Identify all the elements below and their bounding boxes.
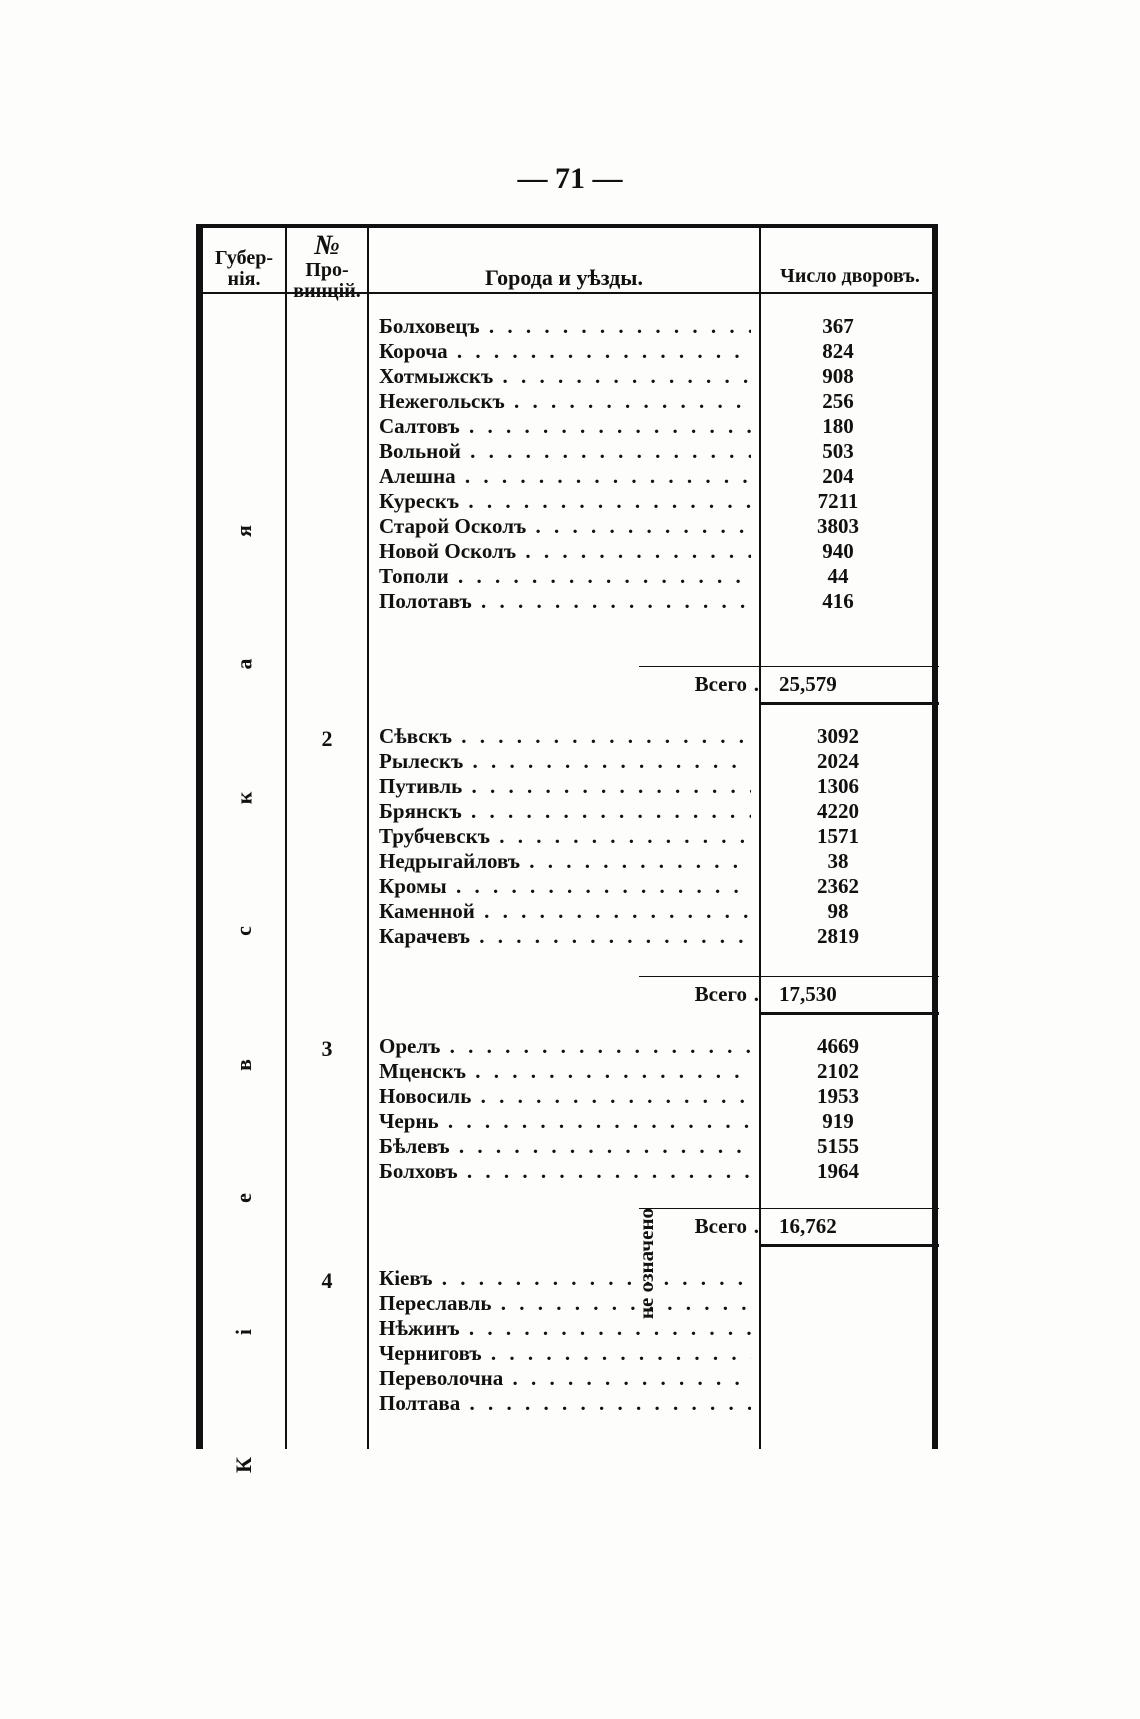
household-count: 180	[822, 414, 854, 438]
page-number: — 71 —	[517, 162, 623, 195]
city-name: Трубчевскъ . . .	[369, 824, 751, 849]
city-name: Чернь . . .	[369, 1109, 751, 1134]
household-count: 98	[827, 899, 849, 923]
header-count: Число дворовъ.	[780, 265, 920, 287]
group-total: Всего . 17,530	[369, 976, 939, 1014]
table-row	[369, 1034, 939, 1059]
table-row	[369, 824, 939, 849]
table-row	[369, 389, 939, 414]
city-name: Недрыгайловъ . . .	[369, 849, 751, 874]
household-count: 5155	[817, 1134, 859, 1158]
province-number: 4	[321, 1268, 333, 1293]
table-row	[369, 339, 939, 364]
gubernia-letter: а	[231, 658, 256, 670]
household-count: 1306	[817, 774, 859, 798]
province-group-2	[369, 724, 939, 949]
city-name: Новой Осколъ . . .	[369, 539, 751, 564]
gubernia-letter: к	[231, 791, 256, 805]
table-row	[369, 539, 939, 564]
header-divider	[203, 292, 932, 294]
table-row	[369, 1366, 939, 1391]
city-name: Новосиль . . .	[369, 1084, 751, 1109]
city-name: Сѣвскъ . . .	[369, 724, 751, 749]
city-name: Болховецъ . . .	[369, 314, 751, 339]
city-name: Кромы . . .	[369, 874, 751, 899]
column-divider	[285, 228, 287, 1449]
gubernia-letter: К	[230, 1456, 256, 1473]
city-name: Переславль . . .	[369, 1291, 751, 1316]
household-count: 3092	[817, 724, 859, 748]
total-label: Всего	[694, 982, 747, 1006]
group-total: Всего . 16,762	[369, 1208, 939, 1246]
table-row	[369, 1391, 939, 1416]
table-row	[369, 874, 939, 899]
table-row	[369, 564, 939, 589]
table-row	[369, 1084, 939, 1109]
province-group-1	[369, 314, 939, 614]
city-name: Салтовъ . . .	[369, 414, 751, 439]
household-count: 4669	[817, 1034, 859, 1058]
city-name: Полотавъ . . .	[369, 589, 751, 614]
table-row	[369, 724, 939, 749]
table-row	[369, 1059, 939, 1084]
table-row	[369, 774, 939, 799]
household-count: 44	[827, 564, 849, 588]
table-row	[369, 464, 939, 489]
household-count: 503	[822, 439, 854, 463]
header-cities: Города и уѣзды.	[485, 265, 643, 290]
gubernia-name	[203, 518, 285, 1478]
household-count: 3803	[817, 514, 859, 538]
household-count: 1953	[817, 1084, 859, 1108]
household-count: 1964	[817, 1159, 859, 1183]
gubernia-letter: с	[230, 926, 256, 937]
household-count: 2024	[817, 749, 859, 773]
city-name: Каменной . . .	[369, 899, 751, 924]
total-value: 17,530	[779, 982, 837, 1006]
not-specified-label: не означено	[634, 1207, 659, 1319]
city-name: Хотмыжскъ . . .	[369, 364, 751, 389]
table-row	[369, 489, 939, 514]
city-name: Нѣжинъ . . .	[369, 1316, 751, 1341]
table-row	[369, 439, 939, 464]
table-row	[369, 364, 939, 389]
city-name: Орелъ . . .	[369, 1034, 751, 1059]
table-row	[369, 1341, 939, 1366]
city-name: Нежегольскъ . . .	[369, 389, 751, 414]
province-group-3	[369, 1034, 939, 1184]
city-name: Путивль . . .	[369, 774, 751, 799]
city-name: Болховъ . . .	[369, 1159, 751, 1184]
household-count: 7211	[817, 489, 859, 513]
group-total: Всего . 25,579	[369, 666, 939, 704]
table-row	[369, 514, 939, 539]
household-count: 256	[822, 389, 854, 413]
header-number-sign: №	[314, 230, 340, 261]
table-row	[369, 314, 939, 339]
table-row	[369, 849, 939, 874]
household-count: 2819	[817, 924, 859, 948]
city-name: Вольной . . .	[369, 439, 751, 464]
table-row	[369, 414, 939, 439]
city-name: Рылескъ . . .	[369, 749, 751, 774]
table-row	[369, 899, 939, 924]
not-specified-note	[558, 1188, 736, 1338]
household-count: 940	[822, 539, 854, 563]
gubernia-letter: і	[231, 1328, 256, 1335]
gubernia-letter: я	[231, 525, 256, 537]
city-name: Карачевъ . . .	[369, 924, 751, 949]
household-count: 1571	[817, 824, 859, 848]
table-row	[369, 799, 939, 824]
table-row	[369, 1159, 939, 1184]
table-row	[369, 1109, 939, 1134]
city-name: Алешна . . .	[369, 464, 751, 489]
city-name: Курескъ . . .	[369, 489, 751, 514]
table-row	[369, 924, 939, 949]
household-count: 367	[822, 314, 854, 338]
household-count: 2362	[817, 874, 859, 898]
province-number: 2	[321, 726, 333, 751]
city-name: Старой Осколъ . . .	[369, 514, 751, 539]
city-name: Черниговъ . . .	[369, 1341, 751, 1366]
total-label: Всего	[694, 1214, 747, 1238]
household-count: 4220	[817, 799, 859, 823]
household-count: 416	[822, 589, 854, 613]
header-gubernia: Губер-нія.	[214, 247, 274, 290]
header-province-label: Про-винцій.	[293, 259, 361, 302]
city-name: Кіевъ . . .	[369, 1266, 751, 1291]
city-name: Полтава . . .	[369, 1391, 751, 1416]
city-name: Тополи . . .	[369, 564, 751, 589]
household-count: 38	[827, 849, 849, 873]
table-row	[369, 589, 939, 614]
gubernia-letter: в	[230, 1058, 256, 1071]
total-value: 25,579	[779, 672, 837, 696]
household-count: 919	[822, 1109, 854, 1133]
city-name: Короча . . .	[369, 339, 751, 364]
city-name: Брянскъ . . .	[369, 799, 751, 824]
total-value: 16,762	[779, 1214, 837, 1238]
household-count: 204	[822, 464, 854, 488]
gubernia-letter: е	[230, 1193, 256, 1203]
household-count: 824	[822, 339, 854, 363]
table-row	[369, 749, 939, 774]
city-name: Мценскъ . . .	[369, 1059, 751, 1084]
total-label: Всего	[694, 672, 747, 696]
table-row	[369, 1134, 939, 1159]
household-count: 908	[822, 364, 854, 388]
city-name: Переволочна . . .	[369, 1366, 751, 1391]
household-count: 2102	[817, 1059, 859, 1083]
province-number: 3	[321, 1036, 333, 1061]
city-name: Бѣлевъ . . .	[369, 1134, 751, 1159]
